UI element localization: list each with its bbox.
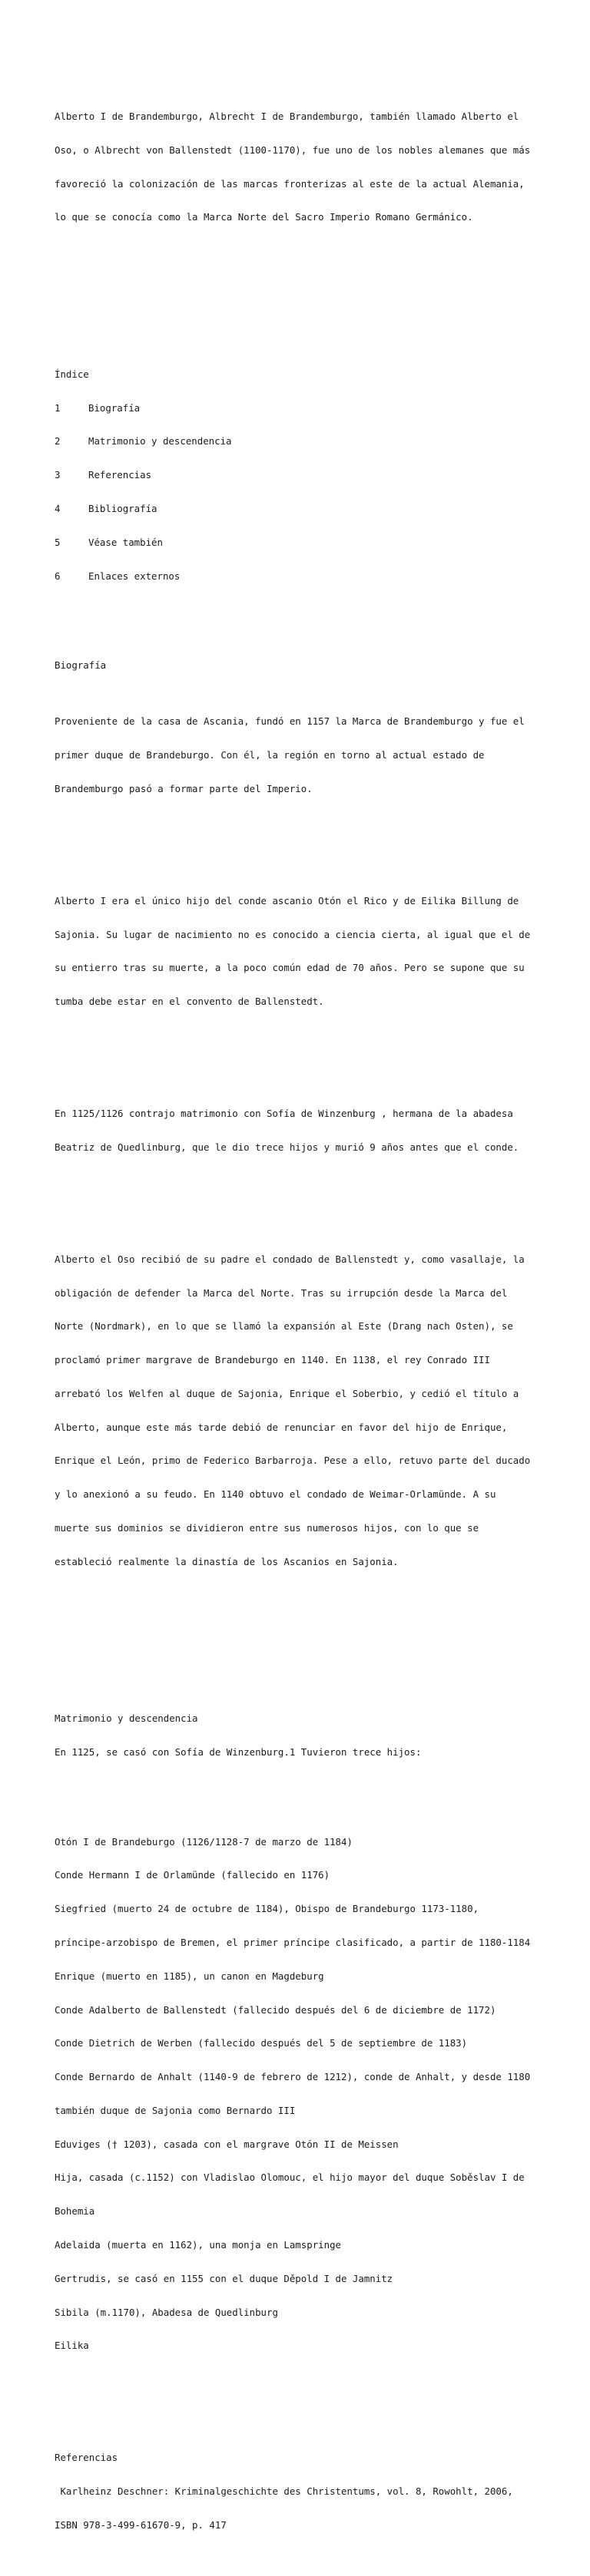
reference-line: ISBN 978-3-499-61670-9, p. 417 [55, 2518, 227, 2531]
spacer [55, 1198, 562, 1210]
text-line: muerte sus dominios se dividieron entre sus numerosos hijos, con lo que se [55, 1522, 479, 1534]
list-item: Otón I de Brandeburgo (1126/1128-7 de marzo de 1184) [55, 1835, 353, 1848]
list-item: Siegfried (muerto 24 de octubre de 1184), Obispo de Brandeburgo 1173-1180, [55, 1903, 479, 1915]
text-line: Sajonia. Su lugar de nacimiento no es conocido a ciencia cierta, al igual que el de [55, 928, 531, 940]
list-item: también duque de Sajonia como Bernardo III [55, 2104, 296, 2116]
table-of-contents [55, 347, 562, 605]
toc-item-enlaces-externos[interactable] [55, 571, 562, 583]
section-referencias [55, 2430, 562, 2554]
paragraph [55, 1086, 562, 1176]
paragraph [55, 874, 562, 1030]
spacer [55, 1646, 562, 1658]
toc-number: 5 [55, 536, 61, 548]
toc-number: 4 [55, 502, 61, 514]
text-line: su entierro tras su muerte, a la poco común edad de 70 años. Pero se supone que su [55, 962, 525, 974]
paragraph [55, 694, 562, 817]
children-list [55, 1814, 562, 2374]
text-line: arrebató los Welfen al duque de Sajonia, Enrique el Soberbio, y cedió el título a [55, 1387, 519, 1399]
toc-number: 2 [55, 435, 61, 447]
toc-label: Referencias [88, 469, 152, 481]
section-biografia [55, 638, 562, 1613]
toc-label: Bibliografía [88, 502, 157, 514]
text-line: Alberto I de Brandemburgo, Albrecht I de Brandemburgo, también llamado Alberto el [55, 110, 519, 122]
text-line: proclamó primer margrave de Brandeburgo en 1140. En 1138, el rey Conrado III [55, 1354, 490, 1366]
list-item: Conde Dietrich de Werben (fallecido después del 5 de septiembre de 1183) [55, 2037, 468, 2049]
list-item: Hija, casada (c.1152) con Vladislao Olomouc, el hijo mayor del duque Soběslav I de [55, 2171, 525, 2184]
text-line: primer duque de Brandeburgo. Con él, la región en torno al actual estado de [55, 749, 485, 761]
text-line: Oso, o Albrecht von Ballenstedt (1100-1170), fue uno de los nobles alemanes que más [55, 144, 531, 156]
toc-number: 6 [55, 570, 61, 582]
list-item: Eilika [55, 2340, 89, 2352]
toc-item-referencias[interactable] [55, 470, 562, 481]
spacer [55, 840, 562, 851]
text-line: estableció realmente la dinastía de los Ascanios en Sajonia. [55, 1555, 399, 1567]
spacer [55, 1052, 562, 1064]
list-item: Adelaida (muerta en 1162), una monja en Lamspringe [55, 2239, 341, 2251]
text-line: tumba debe estar en el convento de Ballenstedt. [55, 996, 324, 1008]
section-heading: Referencias [55, 2452, 118, 2464]
toc-item-vease-tambien[interactable] [55, 537, 562, 549]
text-line: lo que se conocía como la Marca Norte del Sacro Imperio Romano Germánico. [55, 211, 473, 223]
text-line: Enrique el León, primo de Federico Barbarroja. Pese a ello, retuvo parte del ducado [55, 1455, 531, 1467]
toc-item-bibliografia[interactable] [55, 504, 562, 515]
text-line: Norte (Nordmark), en lo que se llamó la expansión al Este (Drang nach Osten), se [55, 1320, 513, 1333]
list-item: Enrique (muerto en 1185), un canon en Magdeburg [55, 1970, 324, 1982]
section-heading: Biografía [55, 659, 107, 672]
toc-label: Enlaces externos [88, 570, 181, 582]
toc-label: Véase también [88, 536, 163, 548]
list-item: Gertrudis, se casó en 1155 con el duque Děpold I de Jamnitz [55, 2272, 393, 2284]
text-line: y lo anexionó a su feudo. En 1140 obtuvo el condado de Weimar-Orlamünde. A su [55, 1488, 496, 1501]
list-item: Conde Bernardo de Anhalt (1140-9 de febrero de 1212), conde de Anhalt, y desde 1180 [55, 2071, 531, 2083]
text-line: En 1125/1126 contrajo matrimonio con Sofía de Winzenburg , hermana de la abadesa [55, 1108, 513, 1120]
list-item: Eduviges († 1203), casada con el margrave Otón II de Meissen [55, 2138, 399, 2150]
text-line: Alberto, aunque este más tarde debió de renunciar en favor del hijo de Enrique, [55, 1421, 508, 1433]
toc-number: 1 [55, 401, 61, 414]
intro-paragraph [55, 89, 562, 246]
text-line: obligación de defender la Marca del Norte. Tras su irrupción desde la Marca del [55, 1286, 508, 1299]
section-matrimonio [55, 1691, 562, 2396]
list-item: Bohemia [55, 2205, 95, 2218]
toc-label: Biografía [88, 401, 141, 414]
text-line: Alberto el Oso recibió de su padre el condado de Ballenstedt y, como vasallaje, la [55, 1253, 525, 1265]
list-item: Conde Hermann I de Orlamünde (fallecido en 1176) [55, 1869, 330, 1881]
text-line: Proveniente de la casa de Ascania, fundó en 1157 la Marca de Brandemburgo y fue el [55, 715, 525, 728]
document-page [55, 55, 562, 2576]
text-line: favoreció la colonización de las marcas fronterizas al este de la actual Alemania, [55, 177, 525, 190]
reference-line: Karlheinz Deschner: Kriminalgeschichte des Christentums, vol. 8, Rowohlt, 2006, [55, 2485, 513, 2498]
list-item: príncipe-arzobispo de Bremen, el primer príncipe clasificado, a partir de 1180-1184 [55, 1936, 531, 1948]
toc-item-matrimonio[interactable] [55, 436, 562, 447]
paragraph [55, 1232, 562, 1590]
text-line: Alberto I era el único hijo del conde ascanio Otón el Rico y de Eilika Billung de [55, 894, 519, 907]
text-line: En 1125, se casó con Sofía de Winzenburg.1 Tuvieron trece hijos: [55, 1745, 422, 1758]
spacer [55, 1781, 562, 1792]
text-line: Brandemburgo pasó a formar parte del Imperio. [55, 782, 313, 794]
spacer [55, 279, 562, 313]
section-heading: Matrimonio y descendencia [55, 1712, 198, 1725]
toc-number: 3 [55, 469, 61, 481]
list-item: Conde Adalberto de Ballenstedt (fallecido después del 6 de diciembre de 1172) [55, 2003, 496, 2016]
text-line: Beatriz de Quedlinburg, que le dio trece hijos y murió 9 años antes que el conde. [55, 1141, 519, 1153]
toc-item-biografia[interactable] [55, 403, 562, 414]
toc-label: Matrimonio y descendencia [88, 435, 232, 447]
list-item: Sibila (m.1170), Abadesa de Quedlinburg [55, 2306, 278, 2318]
toc-heading: Índice [55, 368, 89, 380]
